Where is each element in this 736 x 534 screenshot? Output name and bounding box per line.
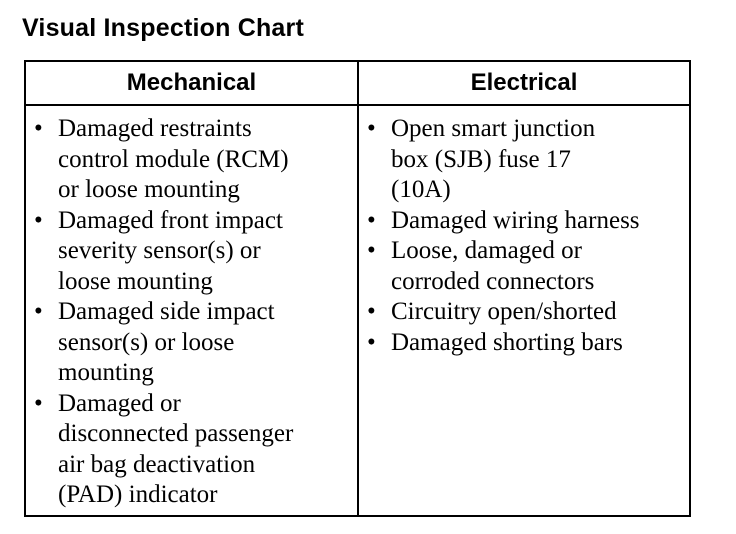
list-item-line: (10A)	[391, 176, 451, 203]
bullet-icon: •	[367, 206, 376, 234]
header-divider	[26, 104, 689, 106]
column-header-electrical: Electrical	[470, 69, 578, 96]
list-item-line: loose mounting	[58, 267, 213, 295]
chart-title: Visual Inspection Chart	[22, 14, 304, 42]
list-item	[359, 114, 689, 206]
list-item-line: air bag deactivation	[58, 450, 256, 478]
list-item-line: Loose, damaged or	[391, 237, 582, 264]
list-item-line: Damaged side impact	[58, 298, 275, 325]
bullet-icon: •	[34, 298, 43, 325]
bullet-icon: •	[367, 298, 376, 325]
list-item-line: disconnected passenger	[58, 420, 294, 447]
list-item-line: Damaged front impact	[58, 206, 283, 234]
bullet-icon: •	[367, 328, 376, 356]
list-item-line: control module (RCM)	[58, 145, 289, 173]
list-item-line: Damaged shorting bars	[391, 328, 623, 356]
list-item-line: Open smart junction	[391, 115, 596, 142]
list-item	[26, 114, 357, 206]
mechanical-list	[26, 114, 357, 511]
list-item-line: box (SJB) fuse 17	[391, 145, 571, 173]
list-item-line: (PAD) indicator	[58, 481, 218, 508]
list-item	[26, 206, 357, 298]
column-header-mechanical: Mechanical	[126, 69, 257, 96]
list-item	[359, 236, 689, 297]
list-item-line: Damaged wiring harness	[391, 206, 640, 234]
list-item	[26, 389, 357, 511]
list-item-line: severity sensor(s) or	[58, 237, 261, 264]
list-item	[359, 206, 689, 237]
inspection-table	[24, 60, 691, 517]
mechanical-cell	[26, 114, 357, 511]
list-item-line: Circuitry open/shorted	[391, 298, 617, 325]
list-item	[359, 328, 689, 359]
list-item-line: or loose mounting	[58, 176, 240, 203]
list-item	[359, 297, 689, 328]
electrical-list	[359, 114, 689, 358]
electrical-cell	[359, 114, 689, 358]
bullet-icon: •	[34, 206, 43, 234]
bullet-icon: •	[367, 115, 376, 142]
list-item-line: sensor(s) or loose	[58, 328, 235, 356]
bullet-icon: •	[34, 115, 43, 142]
list-item-line: mounting	[58, 359, 154, 386]
bullet-icon: •	[367, 237, 376, 264]
bullet-icon: •	[34, 389, 43, 417]
list-item	[26, 297, 357, 389]
list-item-line: Damaged restraints	[58, 115, 252, 142]
list-item-line: Damaged or	[58, 389, 181, 417]
list-item-line: corroded connectors	[391, 267, 595, 295]
